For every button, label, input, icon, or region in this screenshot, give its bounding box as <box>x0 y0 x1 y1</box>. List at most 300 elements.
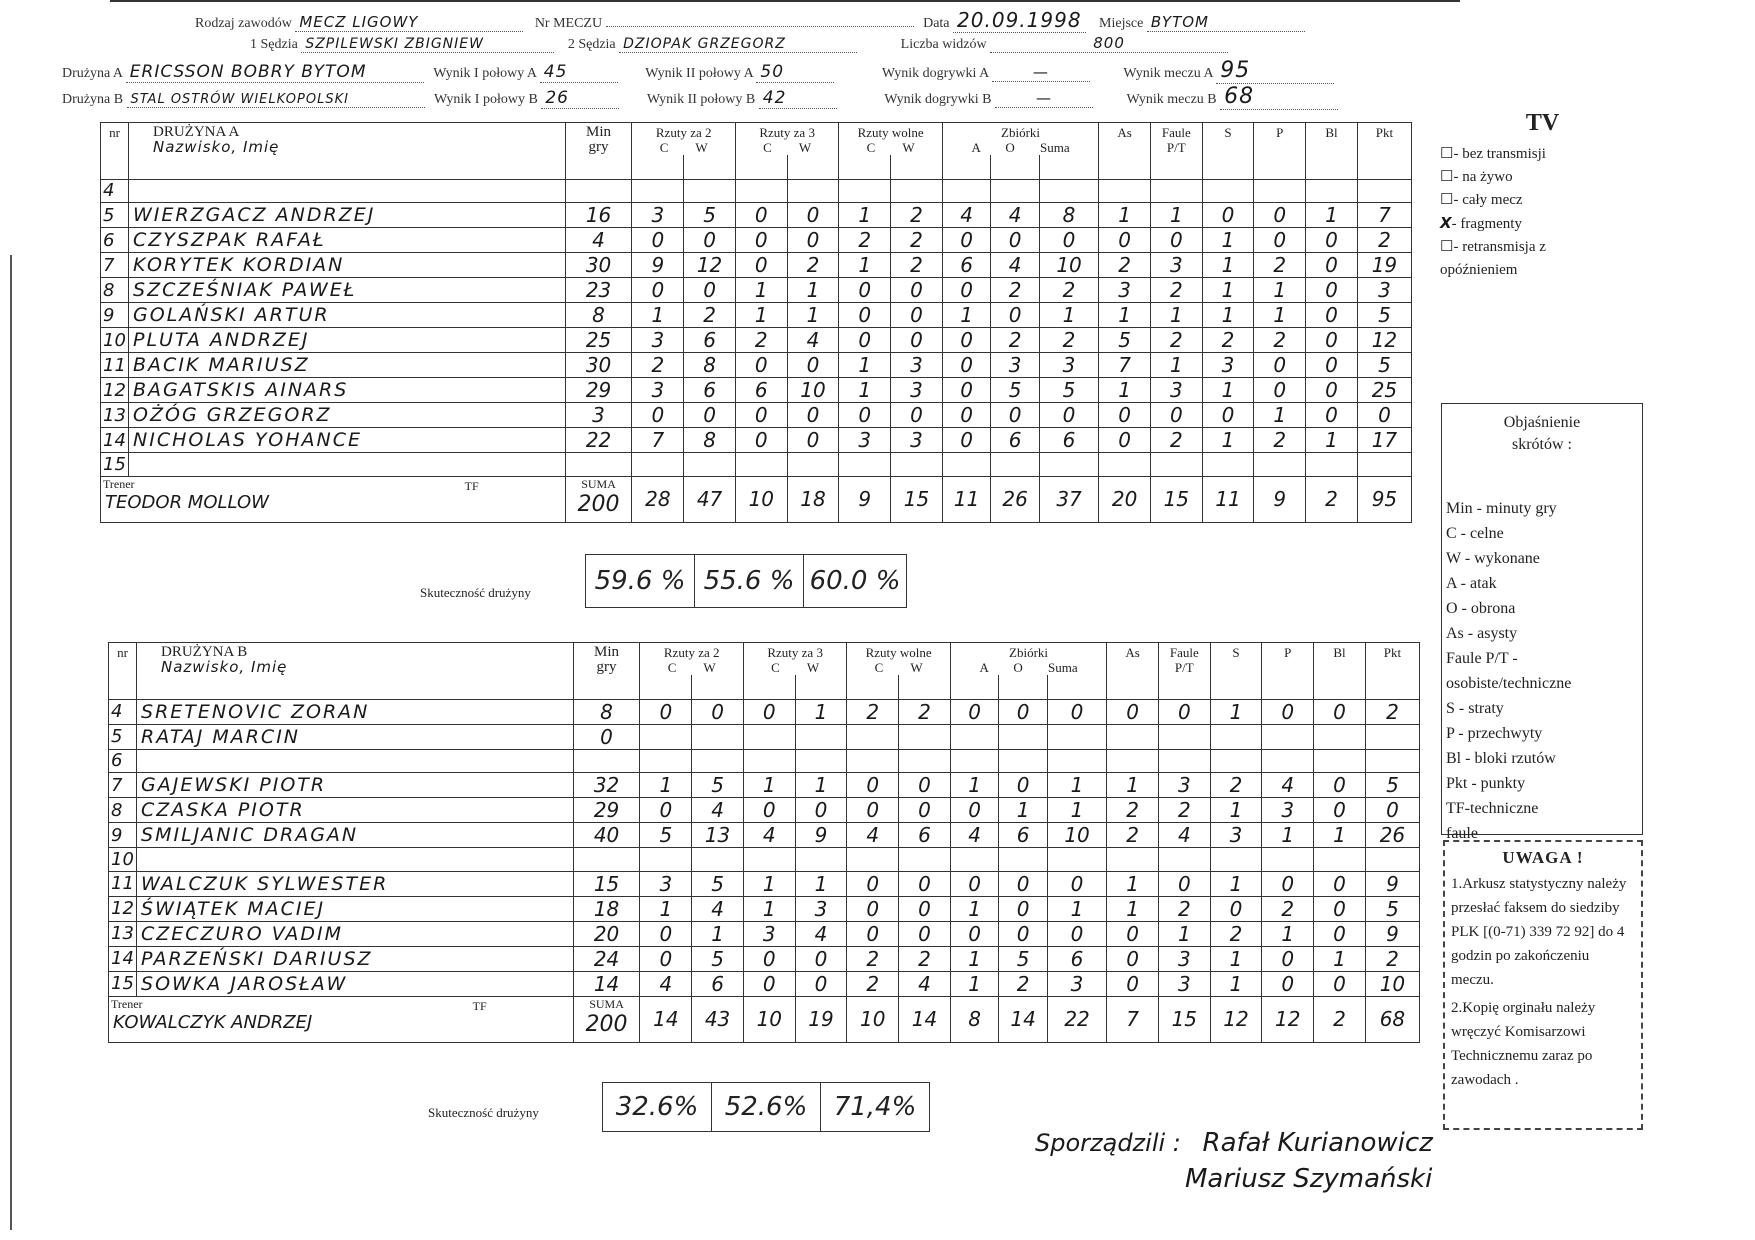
stat-cell: 29 <box>565 378 632 403</box>
stat-cell <box>640 724 692 749</box>
stat-cell: 1 <box>1158 921 1210 946</box>
stat-cell <box>1107 724 1159 749</box>
stat-cell: 4 <box>847 823 899 848</box>
stat-cell: 0 <box>891 328 943 353</box>
team-a-eff-label: Skuteczność drużyny <box>420 585 531 600</box>
stat-cell: 6 <box>684 378 736 403</box>
player-row <box>109 749 1420 773</box>
stat-cell: 0 <box>1306 328 1358 353</box>
stat-cell: 3 <box>632 203 684 228</box>
stat-cell: 0 <box>735 428 787 453</box>
stat-cell <box>1039 179 1098 203</box>
wolne-label: Rzuty wolne <box>865 645 932 660</box>
stat-cell <box>1262 749 1314 773</box>
stat-cell: 2 <box>1210 921 1262 946</box>
sum-min-cell <box>565 476 632 522</box>
player-row <box>101 253 1412 278</box>
stat-cell: 7 <box>1357 203 1411 228</box>
player-row <box>101 453 1412 477</box>
stat-cell: 4 <box>692 798 744 823</box>
stat-cell: 6 <box>1047 946 1106 971</box>
player-name: ŚWIĄTEK MACIEJ <box>137 896 574 921</box>
header-row-team-b <box>62 84 1338 110</box>
header-spacer <box>1039 155 1098 179</box>
stat-cell: 0 <box>942 353 991 378</box>
stat-cell: 2 <box>1107 798 1159 823</box>
stat-cell <box>1039 453 1098 477</box>
coach-cell <box>101 476 566 522</box>
stat-cell: 2 <box>1107 823 1159 848</box>
stat-cell: 0 <box>1306 253 1358 278</box>
stat-cell: 2 <box>1099 253 1151 278</box>
player-nr: 14 <box>101 428 129 453</box>
stat-cell: 2 <box>1254 428 1306 453</box>
stat-cell <box>1314 724 1366 749</box>
w1b-label: Wynik I połowy B <box>434 92 538 107</box>
checked-mark-icon: X <box>1440 214 1452 232</box>
stat-cell: 5 <box>991 378 1040 403</box>
team-a-name: ERICSSON BOBRY BYTOM <box>126 62 424 83</box>
player-row <box>109 773 1420 798</box>
sum-cell: 10 <box>847 996 899 1042</box>
tv-option-caly: ☐- cały mecz <box>1440 192 1523 208</box>
stat-cell: 5 <box>1365 773 1419 798</box>
stat-cell <box>1158 848 1210 872</box>
stat-cell: 0 <box>847 896 899 921</box>
stat-cell: 0 <box>1357 403 1411 428</box>
tv-option-fragmenty: X- fragmenty <box>1440 214 1522 232</box>
stat-cell: 0 <box>950 699 999 724</box>
sum-cell: 43 <box>692 996 744 1042</box>
stat-cell: 1 <box>1150 353 1202 378</box>
stat-cell: 6 <box>999 823 1048 848</box>
stat-cell: 1 <box>950 896 999 921</box>
stat-cell: 1 <box>999 798 1048 823</box>
stat-cell: 0 <box>942 403 991 428</box>
stat-cell: 0 <box>1262 971 1314 996</box>
stat-cell: 0 <box>1107 971 1159 996</box>
stat-cell <box>1099 179 1151 203</box>
legend-item: P - przechwyty <box>1446 725 1543 742</box>
tv-option-zywo: ☐- na żywo <box>1440 169 1513 185</box>
player-nr: 4 <box>109 699 137 724</box>
col-min-label: Min <box>594 644 620 660</box>
stat-cell: 2 <box>1039 328 1098 353</box>
stat-cell <box>899 749 951 773</box>
stat-cell: 0 <box>1314 798 1366 823</box>
legend-item: Bl - bloki rzutów <box>1446 750 1556 767</box>
stat-cell <box>1365 724 1419 749</box>
stat-cell: 10 <box>1365 971 1419 996</box>
stat-cell <box>899 724 951 749</box>
player-name: CZECZURO VADIM <box>137 921 574 946</box>
stat-cell <box>795 724 847 749</box>
nr-meczu-value <box>606 26 914 27</box>
stat-cell: 0 <box>847 798 899 823</box>
stat-cell: 1 <box>1254 303 1306 328</box>
wolne-label: Rzuty wolne <box>857 125 924 140</box>
header-spacer <box>795 675 847 699</box>
sum-cell: 95 <box>1357 476 1411 522</box>
legend-item: As - asysty <box>1446 625 1518 642</box>
w2b-value: 42 <box>759 88 837 109</box>
col-group-zbiorki <box>950 643 1106 676</box>
stat-cell: 26 <box>1365 823 1419 848</box>
stat-cell <box>735 179 787 203</box>
player-name: WALCZUK SYLWESTER <box>137 871 574 896</box>
stat-cell: 8 <box>573 699 640 724</box>
stat-cell <box>999 724 1048 749</box>
stat-cell <box>684 453 736 477</box>
sum-cell: 14 <box>999 996 1048 1042</box>
stat-cell: 1 <box>839 378 891 403</box>
legend-item: faule <box>1446 825 1478 842</box>
stat-cell: 1 <box>1107 773 1159 798</box>
stat-cell: 0 <box>1210 896 1262 921</box>
player-row <box>109 921 1420 946</box>
sum-cell: 15 <box>1150 476 1202 522</box>
player-nr: 5 <box>101 203 129 228</box>
legend-item: Faule P/T - <box>1446 650 1518 667</box>
stat-cell: 1 <box>1210 971 1262 996</box>
player-row <box>109 971 1420 996</box>
header-spacer <box>942 155 991 179</box>
player-name: BAGATSKIS AINARS <box>129 378 566 403</box>
team-b-label: Drużyna B <box>62 92 124 107</box>
stat-cell: 9 <box>795 823 847 848</box>
player-nr: 12 <box>101 378 129 403</box>
stat-cell: 0 <box>1306 228 1358 253</box>
stat-cell: 4 <box>640 971 692 996</box>
stat-cell <box>1357 453 1411 477</box>
stat-cell: 1 <box>735 303 787 328</box>
player-row <box>109 896 1420 921</box>
sum-cell: 15 <box>1158 996 1210 1042</box>
stat-cell: 1 <box>795 699 847 724</box>
stat-cell: 0 <box>743 699 795 724</box>
stat-cell: 2 <box>632 353 684 378</box>
stat-cell: 7 <box>632 428 684 453</box>
header-row-2 <box>250 34 1228 53</box>
player-name: BACIK MARIUSZ <box>129 353 566 378</box>
player-nr: 4 <box>101 179 129 203</box>
stat-cell: 0 <box>999 699 1048 724</box>
legend-box <box>1441 403 1643 842</box>
stat-cell: 2 <box>839 228 891 253</box>
sedzia1-value: SZPILEWSKI ZBIGNIEW <box>301 36 554 53</box>
stat-cell <box>899 848 951 872</box>
stat-cell: 0 <box>735 403 787 428</box>
stat-cell <box>950 724 999 749</box>
sum-cell: 11 <box>1202 476 1254 522</box>
stat-cell: 15 <box>573 871 640 896</box>
mecz-b-label: Wynik meczu B <box>1126 92 1217 107</box>
stat-cell: 1 <box>743 871 795 896</box>
legend-item: C - celne <box>1446 525 1504 542</box>
legend-item: S - straty <box>1446 700 1504 717</box>
stat-cell <box>735 453 787 477</box>
name-col-header: Nazwisko, Imię <box>161 658 288 676</box>
player-name: GOLAŃSKI ARTUR <box>129 303 566 328</box>
stat-cell: 1 <box>1254 278 1306 303</box>
stat-cell: 1 <box>1107 871 1159 896</box>
player-name: CZASKA PIOTR <box>137 798 574 823</box>
w2a-value: 50 <box>756 62 834 83</box>
player-name <box>129 453 566 477</box>
player-name <box>137 848 574 872</box>
col-p: P <box>1254 123 1306 180</box>
tv-panel <box>1440 110 1645 282</box>
w1a-label: Wynik I połowy A <box>433 66 537 81</box>
header-spacer <box>692 675 744 699</box>
stat-cell: 3 <box>1357 278 1411 303</box>
player-nr: 7 <box>109 773 137 798</box>
stat-cell: 8 <box>1039 203 1098 228</box>
coach-cell <box>109 996 574 1042</box>
player-nr: 5 <box>109 724 137 749</box>
rzuty2-label: Rzuty za 2 <box>655 125 712 140</box>
stat-cell: 0 <box>573 724 640 749</box>
player-row <box>109 946 1420 971</box>
stat-cell <box>1365 848 1419 872</box>
checkbox-icon: ☐ <box>1440 146 1454 162</box>
stat-cell: 0 <box>1158 871 1210 896</box>
stat-cell: 0 <box>1158 699 1210 724</box>
coach-label: Trener <box>103 476 135 491</box>
player-name <box>137 749 574 773</box>
player-name <box>129 179 566 203</box>
stat-cell <box>1047 749 1106 773</box>
stat-cell <box>1254 453 1306 477</box>
player-row <box>101 428 1412 453</box>
player-row <box>101 228 1412 253</box>
stat-cell: 0 <box>1202 203 1254 228</box>
player-row <box>101 328 1412 353</box>
stat-cell: 0 <box>839 328 891 353</box>
stat-cell: 3 <box>1047 971 1106 996</box>
sum-cell: 19 <box>795 996 847 1042</box>
player-nr: 15 <box>109 971 137 996</box>
rzuty3-cw: C W <box>771 660 820 675</box>
stat-cell: 0 <box>899 798 951 823</box>
stat-cell <box>991 453 1040 477</box>
stat-cell: 4 <box>1158 823 1210 848</box>
stat-cell: 8 <box>684 428 736 453</box>
sum-cell: 12 <box>1262 996 1314 1042</box>
stat-cell: 2 <box>847 699 899 724</box>
stat-cell: 0 <box>899 773 951 798</box>
stat-cell: 0 <box>839 278 891 303</box>
stat-cell: 2 <box>1150 428 1202 453</box>
stat-cell <box>573 848 640 872</box>
player-nr: 8 <box>101 278 129 303</box>
stat-cell: 5 <box>684 203 736 228</box>
stat-cell <box>1107 848 1159 872</box>
col-gry-label: gry <box>588 139 609 155</box>
stat-cell <box>565 453 632 477</box>
col-group-wolne <box>839 123 942 156</box>
stat-cell: 6 <box>692 971 744 996</box>
coach-label: Trener <box>111 996 143 1011</box>
stat-cell <box>839 453 891 477</box>
stat-cell: 0 <box>1306 303 1358 328</box>
stat-cell: 5 <box>1365 896 1419 921</box>
stat-cell: 3 <box>640 871 692 896</box>
stat-cell <box>684 179 736 203</box>
stat-cell: 0 <box>1254 353 1306 378</box>
stat-cell: 0 <box>999 921 1048 946</box>
stat-cell: 0 <box>743 946 795 971</box>
player-nr: 13 <box>101 403 129 428</box>
stat-cell: 0 <box>735 253 787 278</box>
stat-cell: 6 <box>1039 428 1098 453</box>
stat-cell <box>999 848 1048 872</box>
player-name: RATAJ MARCIN <box>137 724 574 749</box>
stat-cell: 5 <box>692 773 744 798</box>
team-a-eff-ft: 60.0 % <box>804 555 907 608</box>
player-nr: 7 <box>101 253 129 278</box>
stat-cell: 13 <box>692 823 744 848</box>
stat-cell: 1 <box>1210 871 1262 896</box>
stat-cell: 1 <box>1314 823 1366 848</box>
stat-cell: 8 <box>684 353 736 378</box>
stat-cell: 0 <box>1150 403 1202 428</box>
stat-cell <box>692 724 744 749</box>
stat-cell: 0 <box>991 303 1040 328</box>
stat-cell: 2 <box>735 328 787 353</box>
stat-cell: 0 <box>684 228 736 253</box>
stat-cell: 1 <box>640 773 692 798</box>
col-min <box>573 643 640 700</box>
stat-cell: 0 <box>1047 871 1106 896</box>
stat-cell: 0 <box>899 896 951 921</box>
stat-cell: 2 <box>1150 328 1202 353</box>
stat-cell: 0 <box>1314 921 1366 946</box>
player-row <box>101 278 1412 303</box>
stat-cell: 1 <box>795 773 847 798</box>
stat-cell: 0 <box>640 699 692 724</box>
faule-label: Faule <box>1161 125 1191 140</box>
sum-min: 200 <box>577 491 620 517</box>
stat-cell <box>1306 453 1358 477</box>
stat-cell: 1 <box>839 353 891 378</box>
wolne-cw: C W <box>866 140 915 155</box>
player-nr: 15 <box>101 453 129 477</box>
header-spacer <box>891 155 943 179</box>
stat-cell: 0 <box>1107 699 1159 724</box>
stat-cell <box>847 749 899 773</box>
stat-cell: 2 <box>1202 328 1254 353</box>
stat-cell <box>942 453 991 477</box>
player-row <box>109 823 1420 848</box>
player-nr: 6 <box>109 749 137 773</box>
stat-cell: 5 <box>692 871 744 896</box>
rzuty2-cw: C W <box>659 140 708 155</box>
stat-cell: 1 <box>1202 228 1254 253</box>
stat-cell: 16 <box>565 203 632 228</box>
stat-cell: 0 <box>891 303 943 328</box>
sum-cell: 26 <box>991 476 1040 522</box>
stat-cell: 0 <box>1262 946 1314 971</box>
col-gry-label: gry <box>596 659 617 675</box>
stat-cell: 1 <box>1202 378 1254 403</box>
col-group-rzuty3 <box>735 123 838 156</box>
player-row <box>101 378 1412 403</box>
sum-cell: 14 <box>899 996 951 1042</box>
data-label: Data <box>923 16 950 31</box>
player-name: WIERZGACZ ANDRZEJ <box>129 203 566 228</box>
stat-cell: 1 <box>640 896 692 921</box>
rzuty3-label: Rzuty za 3 <box>767 645 823 660</box>
stat-cell: 2 <box>899 946 951 971</box>
header-spacer <box>743 675 795 699</box>
player-row <box>101 203 1412 228</box>
sum-cell: 9 <box>839 476 891 522</box>
stat-cell: 0 <box>999 773 1048 798</box>
stat-cell: 1 <box>1262 823 1314 848</box>
stat-cell: 0 <box>1314 971 1366 996</box>
stat-cell: 2 <box>1365 946 1419 971</box>
stat-cell: 2 <box>684 303 736 328</box>
stat-cell: 2 <box>1158 798 1210 823</box>
stat-cell: 3 <box>1150 378 1202 403</box>
stat-cell: 40 <box>573 823 640 848</box>
stat-cell: 0 <box>991 403 1040 428</box>
col-s: S <box>1202 123 1254 180</box>
sum-label: SUMA <box>589 996 624 1011</box>
dogr-b-label: Wynik dogrywki B <box>884 92 992 107</box>
stat-cell: 6 <box>684 328 736 353</box>
tf-label: TF <box>472 998 487 1013</box>
name-col-header: Nazwisko, Imię <box>153 138 280 156</box>
stat-cell: 0 <box>684 278 736 303</box>
stat-cell: 0 <box>942 278 991 303</box>
stat-cell: 0 <box>950 921 999 946</box>
col-team-name <box>137 643 574 700</box>
team-b-eff-table <box>602 1082 930 1132</box>
stat-cell <box>1254 179 1306 203</box>
stat-cell <box>1158 724 1210 749</box>
stat-cell: 19 <box>1357 253 1411 278</box>
top-border-line <box>110 0 1460 2</box>
col-s: S <box>1210 643 1262 700</box>
stat-cell: 0 <box>632 403 684 428</box>
col-group-zbiorki <box>942 123 1098 156</box>
stat-cell <box>847 848 899 872</box>
rzuty3-cw: C W <box>763 140 812 155</box>
stat-cell: 5 <box>1039 378 1098 403</box>
stat-cell: 2 <box>991 328 1040 353</box>
stat-cell: 4 <box>743 823 795 848</box>
stat-cell: 3 <box>632 328 684 353</box>
dogr-a-label: Wynik dogrywki A <box>881 66 989 81</box>
team-a-label: Drużyna A <box>62 66 123 81</box>
stat-cell <box>1202 179 1254 203</box>
stat-cell: 1 <box>1099 203 1151 228</box>
header-row <box>109 643 1420 676</box>
stat-cell: 2 <box>787 253 839 278</box>
player-row <box>109 871 1420 896</box>
stat-cell: 4 <box>942 203 991 228</box>
header-spacer <box>632 155 684 179</box>
stat-cell <box>1262 724 1314 749</box>
stat-cell: 0 <box>1107 921 1159 946</box>
stat-cell: 1 <box>1202 253 1254 278</box>
stat-cell: 0 <box>787 403 839 428</box>
stat-cell: 0 <box>1254 378 1306 403</box>
stat-cell: 0 <box>1262 871 1314 896</box>
stat-cell: 0 <box>735 228 787 253</box>
